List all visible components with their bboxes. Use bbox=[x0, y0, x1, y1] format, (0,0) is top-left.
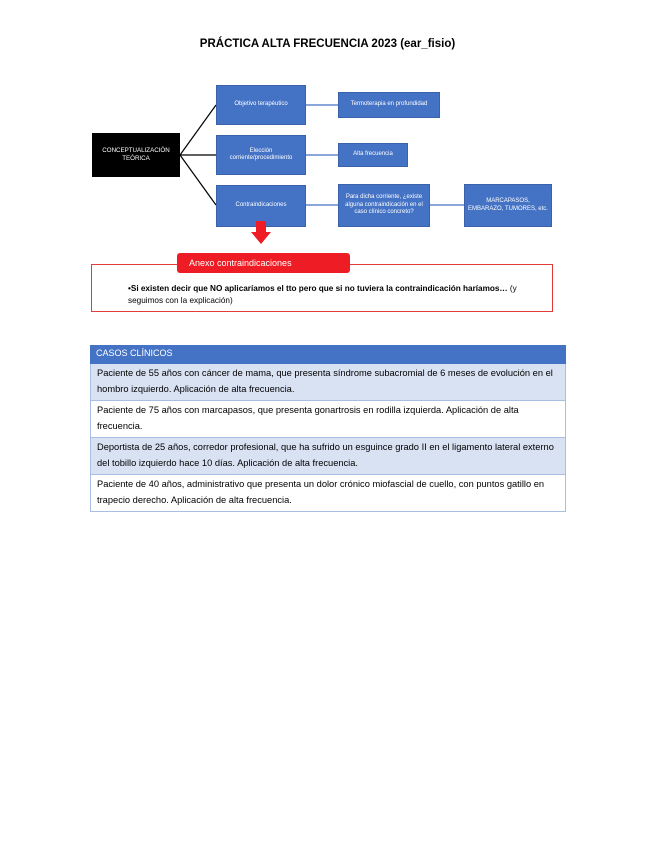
annex-tab: Anexo contraindicaciones bbox=[177, 253, 350, 273]
diagram-connectors bbox=[0, 0, 655, 250]
case-row: Paciente de 40 años, administrativo que presenta un dolor crónico miofascial de cuello, con puntos gatillo en trapecio derecho. Aplicación de alta frecuencia. bbox=[90, 475, 566, 512]
annex-text bbox=[128, 283, 538, 307]
case-row: Deportista de 25 años, corredor profesional, que ha sufrido un esguince grado II en el ligamento lateral externo del tobillo izquierdo hace 10 días. Aplicación de alta frecuencia. bbox=[90, 438, 566, 475]
node-marcapasos: MARCAPASOS, EMBARAZO, TUMORES, etc. bbox=[464, 184, 552, 227]
down-arrow-icon bbox=[250, 221, 272, 245]
annex-text-bold: •Si existen decir que NO aplicaríamos el tto pero que si no tuviera la contraindicación haríamos… bbox=[128, 284, 508, 293]
node-pregunta: Para dicha corriente, ¿existe alguna contraindicación en el caso clínico concreto? bbox=[338, 184, 430, 227]
node-alta-frecuencia: Alta frecuencia bbox=[338, 143, 408, 167]
node-termoterapia: Termoterapia en profundidad bbox=[338, 92, 440, 118]
page-title: PRÁCTICA ALTA FRECUENCIA 2023 (ear_fisio) bbox=[199, 38, 456, 50]
node-eleccion: Elección corriente/procedimiento bbox=[216, 135, 306, 175]
case-row: Paciente de 55 años con cáncer de mama, que presenta síndrome subacromial de 6 meses de evolución en el hombro izquierdo. Aplicación de alta frecuencia. bbox=[90, 364, 566, 401]
node-conceptualizacion: CONCEPTUALIZACIÓN TEÓRICA bbox=[92, 133, 180, 177]
case-row: Paciente de 75 años con marcapasos, que presenta gonartrosis en rodilla izquierda. Aplicación de alta frecuencia. bbox=[90, 401, 566, 438]
cases-header: CASOS CLÍNICOS bbox=[90, 345, 566, 364]
node-objetivo: Objetivo terapéutico bbox=[216, 85, 306, 125]
annex-text-normal: (y seguimos con la explicación) bbox=[128, 284, 517, 305]
node-contraindicaciones: Contraindicaciones bbox=[216, 185, 306, 227]
cases-table bbox=[90, 345, 566, 512]
